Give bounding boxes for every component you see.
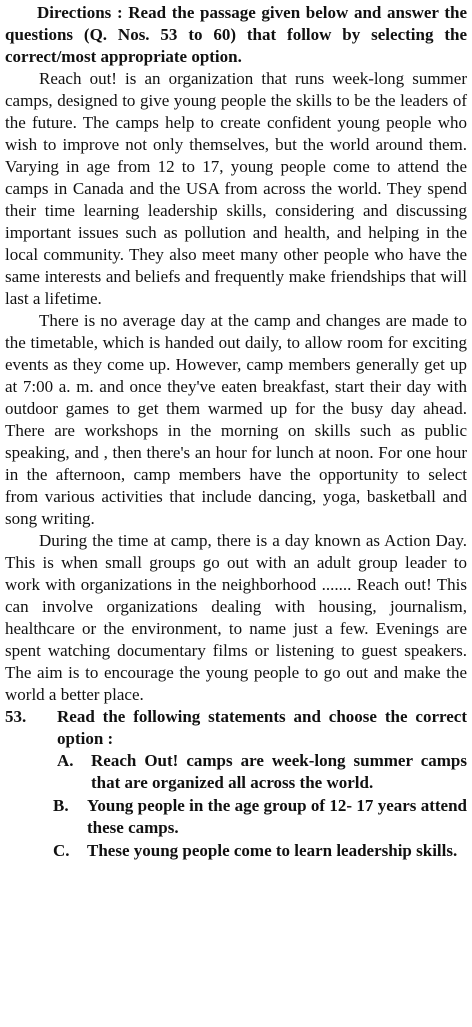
option-list xyxy=(5,750,467,862)
passage-paragraph-2: There is no average day at the camp and changes are made to the timetable, which is handed out daily, to allow room for exciting events as they come up. However, camp members generally get up at 7:00 a. m. and once they've eaten breakfast, start their day with outdoor games to get them warmed up for the busy day ahead. There are workshops in the morning on skills such as public speaking, and , then there's an hour for lunch at noon. For one hour in the afternoon, camp members have the opportunity to select from various activities that include dancing, yoga, basketball and song writing. xyxy=(5,311,467,528)
option-c[interactable] xyxy=(5,840,467,862)
option-b[interactable] xyxy=(5,795,467,839)
reading-passage xyxy=(5,68,467,706)
passage-paragraph-3: During the time at camp, there is a day known as Action Day. This is when small groups go out with an adult group leader to work with organizations in the neighborhood ....... Reach out! This can involve organizations dealing with housing, journalism, healthcare or the environment, to name just a few. Evenings are spent watching documentary films or listening to guest speakers. The aim is to encourage the young people to go out and make the world a better place. xyxy=(5,531,467,704)
option-letter: B. xyxy=(53,796,69,815)
option-letter: A. xyxy=(57,751,74,770)
option-text: Young people in the age group of 12- 17 years attend these camps. xyxy=(87,796,467,837)
question-number: 53. xyxy=(5,707,27,726)
passage-paragraph-1: Reach out! is an organization that runs week-long summer camps, designed to give young people the skills to be the leaders of the future. The camps help to create confident young people who wish to improve not only themselves, but the world around them. Varying in age from 12 to 17, young people come to attend the camps in Canada and the USA from across the world. They spend their time learning leadership skills, considering and discussing important issues such as pollution and health, and helping in the local community. They also meet many other people who have the same interests and beliefs and frequently make friendships that will last a lifetime. xyxy=(5,69,467,308)
option-text: These young people come to learn leadership skills. xyxy=(87,841,458,860)
directions-text: Directions : Read the passage given below and answer the questions (Q. Nos. 53 to 60) that follow by selecting the correct/most appropriate option. xyxy=(5,3,467,66)
question-text: Read the following statements and choose the correct option : xyxy=(57,707,467,748)
option-a[interactable] xyxy=(5,750,467,794)
question-53 xyxy=(5,706,467,750)
option-text: Reach Out! camps are week-long summer camps that are organized all across the world. xyxy=(91,751,467,792)
option-letter: C. xyxy=(53,841,70,860)
